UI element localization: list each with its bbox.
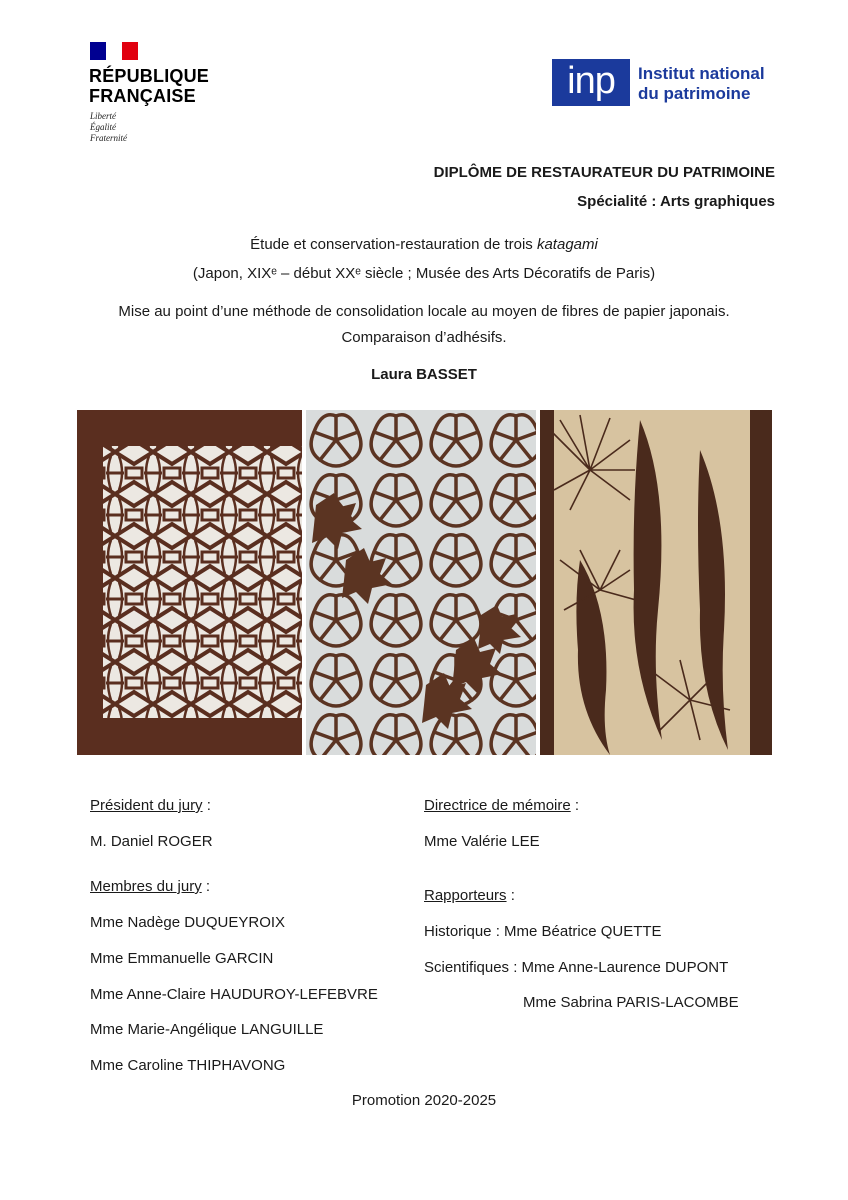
jury-member: Mme Anne-Claire HAUDUROY-LEFEBVRE [90,986,378,1003]
director-sep: : [570,797,580,814]
members-sep: : [201,878,211,895]
motto-liberte: Liberté [90,111,116,121]
director-label: Directrice de mémoire [424,797,571,814]
thesis-subtitle-line1: Mise au point d’une méthode de consolidation locale au moyen de fibres de papier japonais. [118,303,730,320]
motto-egalite: Égalité [90,122,116,132]
inp-logo-mark: inp [552,59,630,106]
jury-member: Mme Caroline THIPHAVONG [90,1057,286,1074]
thesis-title-line1 [0,236,848,253]
thesis-title-prefix: Étude et conservation-restauration de trois [250,236,537,253]
thesis-title-line2: (Japon, XIXᵉ – début XXᵉ siècle ; Musée des Arts Décoratifs de Paris) [192,265,656,282]
thesis-title-italic: katagami [536,236,598,253]
members-label: Membres du jury [90,878,202,895]
promotion: Promotion 2020-2025 [351,1092,497,1109]
rapporteur-scientifiques: Scientifiques : Mme Anne-Laurence DUPONT [424,959,729,976]
director-name: Mme Valérie LEE [424,833,540,850]
president-label-line [90,797,211,814]
katagami-image-3 [540,410,772,755]
katagami-image-1 [77,410,302,755]
members-label-line [90,878,210,895]
specialty: Spécialité : Arts graphiques [577,193,775,210]
diploma-title: DIPLÔME DE RESTAURATEUR DU PATRIMOINE [433,164,775,181]
president-sep: : [202,797,211,814]
jury-member: Mme Emmanuelle GARCIN [90,950,274,967]
rapporteur-scientifiques-2: Mme Sabrina PARIS-LACOMBE [523,994,739,1011]
french-flag-icon [90,42,138,60]
director-label-line [424,797,579,814]
president-name: M. Daniel ROGER [90,833,213,850]
katagami-image-2 [306,410,536,755]
jury-member: Mme Nadège DUQUEYROIX [90,914,286,931]
author-name: Laura BASSET [371,366,477,383]
motto-fraternite: Fraternité [90,133,127,143]
inp-name-line1: Institut national [638,64,765,83]
inp-name-line2: du patrimoine [638,84,751,103]
rapporteur-historique: Historique : Mme Béatrice QUETTE [424,923,662,940]
rapporteurs-label-line [424,887,515,904]
republique-line1: RÉPUBLIQUE [89,66,210,86]
jury-member: Mme Marie-Angélique LANGUILLE [90,1021,324,1038]
republique-line2: FRANÇAISE [89,86,196,106]
president-label: Président du jury [90,797,203,814]
rapporteurs-sep: : [506,887,515,904]
thesis-subtitle-line2: Comparaison d’adhésifs. [341,329,507,346]
rapporteurs-label: Rapporteurs [424,887,507,904]
